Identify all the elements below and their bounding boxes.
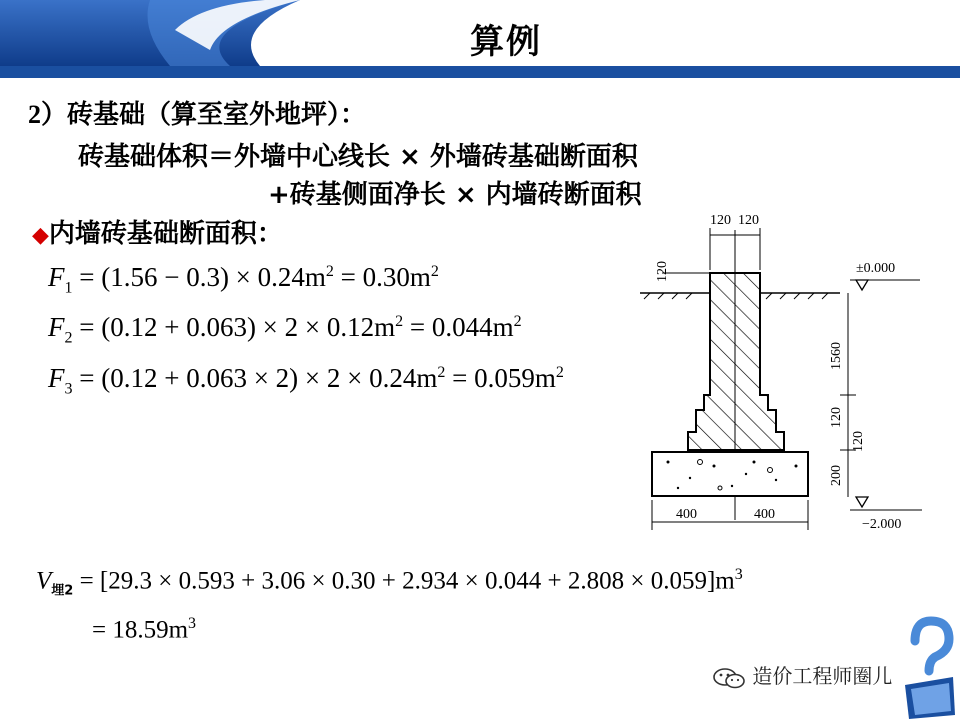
section-heading	[28, 94, 366, 131]
v-result: = 18.59m	[92, 616, 189, 644]
v-exp: 3	[734, 566, 743, 583]
f1-subscript: 1	[64, 279, 73, 297]
f1-result: = 0.30m	[333, 262, 431, 292]
f3-expression: = (0.12 + 0.063 × 2) × 2 × 0.24m	[72, 363, 438, 393]
formula-f2	[48, 312, 522, 347]
f2-expression: = (0.12 + 0.063) × 2 × 0.12m	[72, 312, 396, 342]
formula-line-2: +砖基侧面净长 × 内墙砖断面积	[268, 180, 642, 210]
f1-symbol: F	[48, 262, 65, 292]
v-subscript: 埋2	[51, 583, 74, 599]
subheading-text: 内墙砖基础断面积：	[48, 219, 283, 249]
f3-result: = 0.059m	[445, 363, 556, 393]
f3-exp2: 2	[555, 364, 564, 381]
dim-top-right: 120	[738, 213, 759, 228]
elevation-bottom: −2.000	[862, 517, 902, 532]
formula-volume	[36, 566, 743, 598]
f1-exp1: 2	[325, 263, 334, 280]
f3-subscript: 3	[64, 380, 73, 398]
watermark-text: 造价工程师圈儿	[752, 664, 893, 688]
f2-exp1: 2	[395, 313, 404, 330]
f1-exp2: 2	[430, 263, 439, 280]
v-expression: = [29.3 × 0.593 + 3.06 × 0.30 + 2.934 × 0.044 + 2.808 × 0.059]m	[73, 567, 735, 595]
section-number: 2）	[28, 100, 68, 129]
formula-f1	[48, 262, 439, 297]
dim-120b: 120	[851, 431, 866, 452]
subheading	[32, 213, 283, 250]
f2-exp2: 2	[513, 313, 522, 330]
wechat-icon	[712, 666, 746, 690]
f3-symbol: F	[48, 363, 65, 393]
f3-exp1: 2	[437, 364, 446, 381]
v-result-exp: 3	[188, 615, 197, 632]
section-heading-text: 砖基础（算至室外地坪）：	[67, 100, 367, 130]
dim-200: 200	[829, 465, 844, 486]
f2-symbol: F	[48, 312, 65, 342]
v-symbol: V	[36, 567, 52, 595]
dim-left-120: 120	[655, 261, 670, 282]
dim-400-right: 400	[754, 507, 775, 522]
dim-top-left: 120	[710, 213, 731, 228]
dim-1560: 1560	[829, 342, 844, 370]
foundation-section-diagram	[630, 200, 930, 540]
page-title: 算例	[470, 22, 542, 62]
elevation-top: ±0.000	[856, 261, 896, 276]
dim-400-left: 400	[676, 507, 697, 522]
f2-result: = 0.044m	[403, 312, 514, 342]
formula-f3	[48, 363, 564, 398]
question-mark-corner-icon	[895, 615, 959, 719]
formula-line-1: 砖基础体积＝外墙中心线长 × 外墙砖基础断面积	[78, 142, 638, 172]
f2-subscript: 2	[64, 329, 73, 347]
dim-120a: 120	[829, 407, 844, 428]
watermark	[712, 660, 892, 690]
f1-expression: = (1.56 − 0.3) × 0.24m	[72, 262, 326, 292]
formula-volume-result	[92, 615, 196, 644]
diamond-bullet-icon: ◆	[32, 223, 49, 248]
